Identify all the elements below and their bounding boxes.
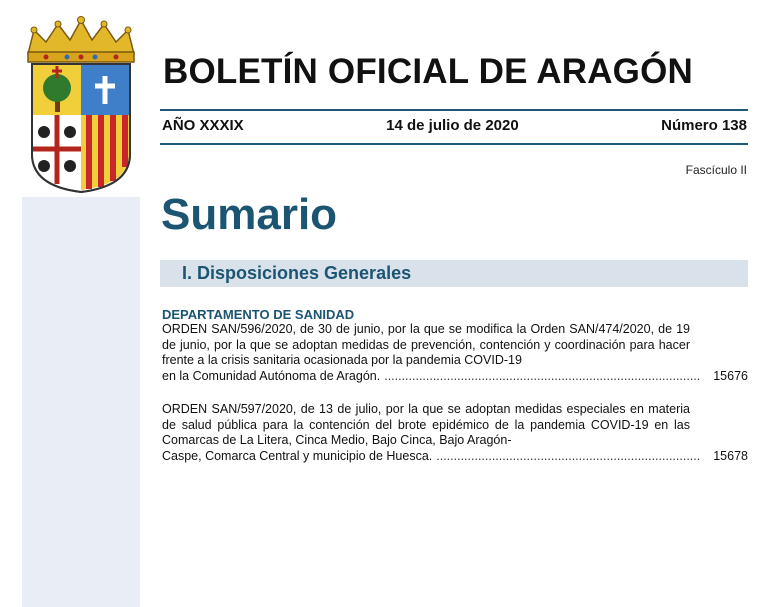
entry-text-end: en la Comunidad Autónoma de Aragón. (162, 368, 381, 383)
entry-text-end: Caspe, Comarca Central y municipio de Huesca. (162, 448, 433, 463)
section-title: I. Disposiciones Generales (182, 263, 412, 283)
department-heading: DEPARTAMENTO DE SANIDAD (162, 307, 355, 322)
issue-info-row (162, 117, 747, 134)
summary-heading: Sumario (161, 190, 338, 239)
entry-page-number[interactable]: 15678 (713, 448, 748, 463)
entry-text: ORDEN SAN/596/2020, de 30 de junio, por la que se modifica la Orden SAN/474/2020, de 19 de junio, por la que se adoptan medidas de prevención, contención y coordinación para hacer frente a la crisis sanitaria ocasionada por la pandemia COVID-19 (162, 322, 690, 367)
left-sidebar-panel (22, 197, 140, 607)
entry-last-line (162, 449, 748, 465)
summary-entry[interactable] (162, 402, 748, 464)
header-top-rule (160, 109, 748, 111)
fasciculo-label: Fascículo II (685, 163, 747, 177)
entry-text: ORDEN SAN/597/2020, de 13 de julio, por la que se adoptan medidas especiales en materia de salud pública para la contención del brote epidémico de la pandemia COVID-19 en las Comarcas de La Litera, Cinca Medio, Bajo Cinca, Bajo Aragón- (162, 402, 690, 447)
issue-year: AÑO XXXIX (162, 117, 244, 134)
coat-of-arms-icon (20, 14, 142, 194)
header-bottom-rule (160, 143, 748, 145)
issue-date: 14 de julio de 2020 (386, 117, 519, 134)
entry-page-number[interactable]: 15676 (713, 368, 748, 383)
summary-entry[interactable] (162, 322, 748, 384)
entry-last-line (162, 369, 748, 385)
crown-icon (28, 17, 134, 63)
issue-number: Número 138 (661, 117, 747, 134)
section-band (160, 260, 748, 287)
dot-leader (384, 369, 700, 385)
dot-leader (436, 449, 700, 465)
journal-title: BOLETÍN OFICIAL DE ARAGÓN (163, 52, 693, 91)
